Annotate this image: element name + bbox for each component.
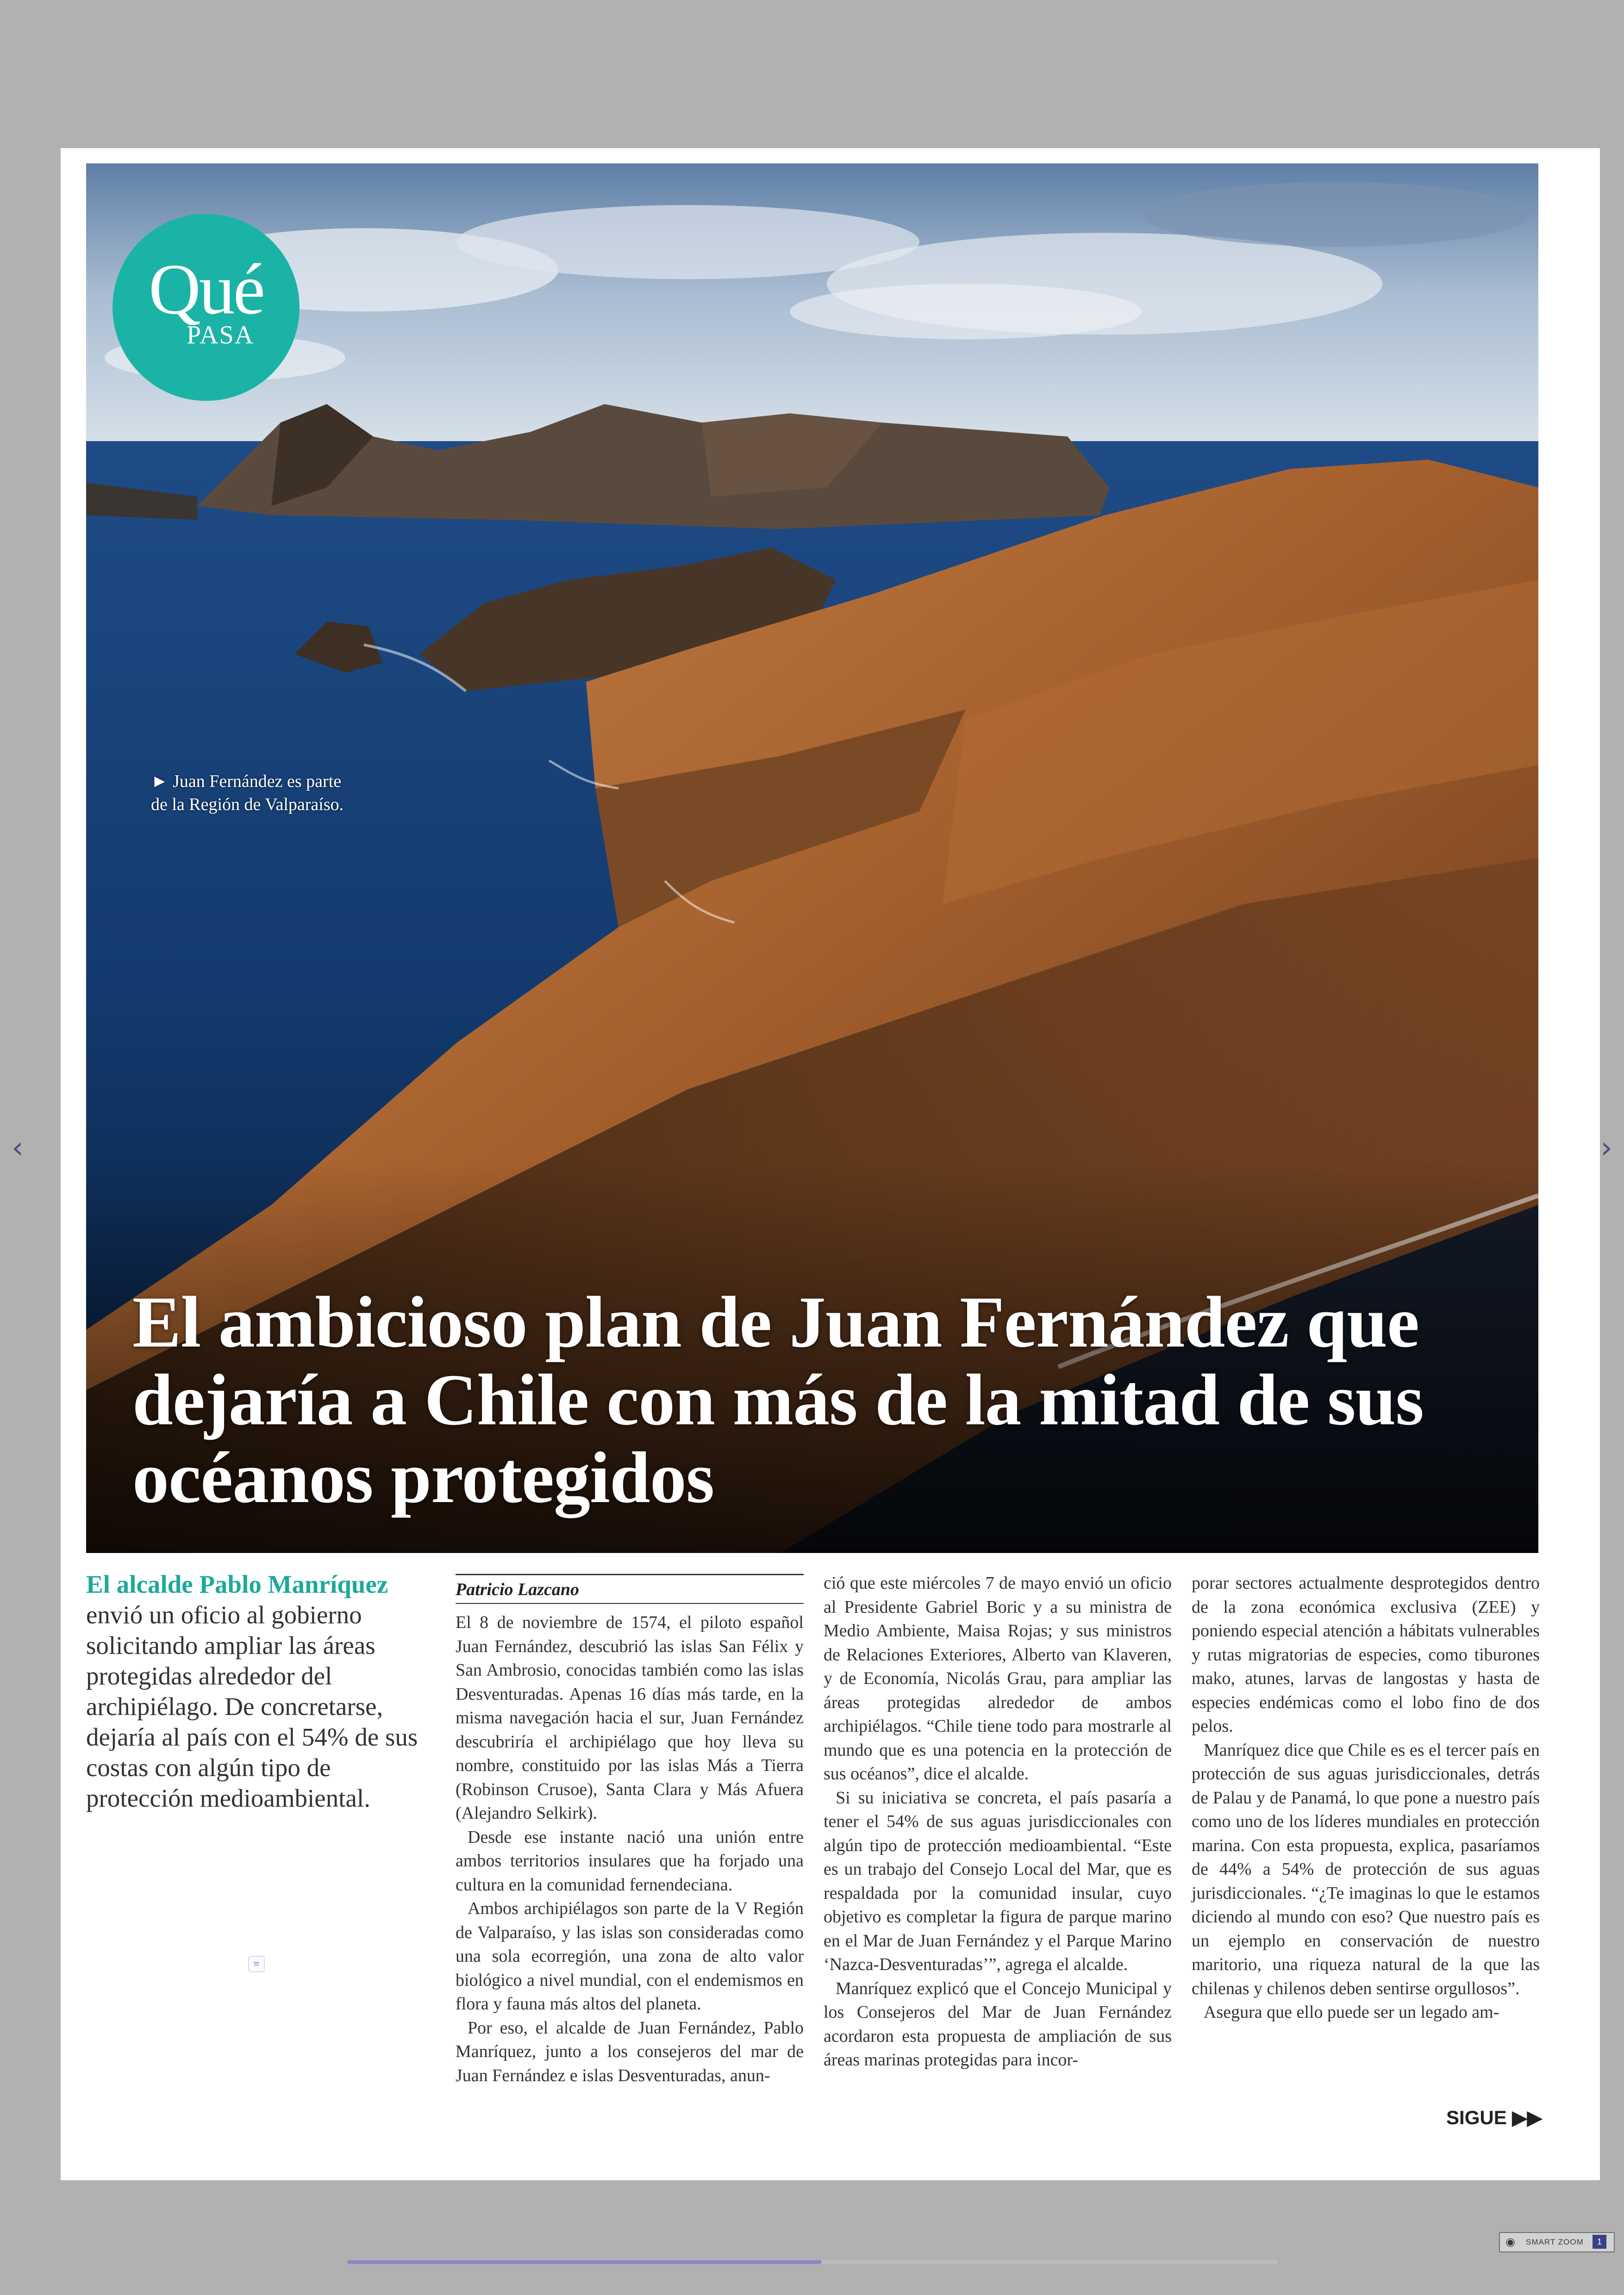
paragraph: Asegura que ello puede ser un legado am-	[1204, 2002, 1499, 2022]
paragraph: porar sectores actualmente desprotegidos dentro de la zona económica exclusiva (ZEE) y poniendo especial atención a hábitats vulnerables y rutas migratorias de especies, como tiburones mako, atunes, larvas de langostas y hasta de especies endémicas como el lobo fino de dos pelos.	[1192, 1573, 1540, 1736]
zoom-level-badge: 1	[1593, 2235, 1606, 2249]
body-column-3	[1192, 1572, 1540, 2025]
paragraph: Por eso, el alcalde de Juan Fernández, Pablo Manríquez, junto a los consejeros del mar de Juan Fernández e islas Desventuradas, anun-	[456, 2018, 804, 2085]
paragraph: Desde ese instante nació una unión entre ambos territorios insulares que ha forjado una cultura en la comunidad fernendeciana.	[456, 1827, 804, 1895]
body-column-2	[824, 1572, 1172, 2072]
article-lead	[86, 1569, 429, 1814]
note-icon[interactable]: ≡	[248, 1956, 265, 1972]
que-pasa-logo	[112, 214, 300, 401]
author-byline: Patricio Lazcano	[456, 1574, 804, 1604]
paragraph: ció que este miércoles 7 de mayo envió un oficio al Presidente Gabriel Boric y a su ministra de Medio Ambiente, Maisa Rojas; y sus ministros de Relaciones Exteriores, Alberto van Klaveren, y de Economía, Nicolás Grau, para ampliar las áreas protegidas alrededor de ambos archipiélagos. “Chile tiene todo para mostrarle al mundo que es una potencia en la protección de sus océanos”, dice el alcalde.	[824, 1573, 1172, 1784]
logo-que-text: Qué	[149, 249, 263, 329]
continue-link[interactable]: SIGUE ▶▶	[1446, 2107, 1542, 2128]
caption-line-2: de la Región de Valparaíso.	[151, 795, 344, 814]
article-headline: El ambicioso plan de Juan Fernández que dejaría a Chile con más de la mitad de sus océanos protegidos	[132, 1282, 1424, 1518]
page-progress-bar[interactable]	[347, 2260, 1278, 2264]
paragraph: Si su iniciativa se concreta, el país pasaría a tener el 54% de sus aguas jurisdiccionales con algún tipo de protección medioambiental. “Este es un trabajo del Consejo Local del Mar, que es respaldada por la comunidad insular, cuyo objetivo es completar la figura de parque marino en el Mar de Juan Fernández y el Parque Marino ‘Nazca-Desventuradas’”, agrega el alcalde.	[824, 1788, 1172, 1974]
lead-text: envió un oficio al gobierno solicitando ampliar las áreas protegidas alrededor del archipiélago. De concretarse, dejaría al país con el 54% de sus costas con algún tipo de protección medioambiental.	[86, 1601, 418, 1812]
photo-caption	[151, 770, 410, 816]
magazine-page	[61, 148, 1600, 2180]
smart-zoom-button[interactable]	[1499, 2232, 1615, 2252]
paragraph: Manríquez dice que Chile es es el tercer país en protección de sus aguas jurisdiccionales, detrás de Palau y de Panamá, lo que pone a nuestro país como uno de los líderes mundiales en protección marina. Con esta propuesta, explica, pasaríamos de 44% a 54% de protección de sus aguas jurisdiccionales. “¿Te imaginas lo que le estamos diciendo al mundo con eso? Que nuestro país es un ejemplo en conservación de nuestro maritorio, una riqueza natural de la que las chilenas y chilenos deben sentirse orgullosos”.	[1192, 1740, 1540, 1998]
eye-icon: ◉	[1505, 2235, 1515, 2248]
hero-photo	[86, 163, 1538, 1553]
paragraph: Manríquez explicó que el Concejo Municipal y los Consejeros del Mar de Juan Fernández acordaron esta propuesta de ampliación de sus áreas marinas protegidas para incor-	[824, 1978, 1172, 2070]
caption-line-1: ► Juan Fernández es parte	[151, 772, 342, 791]
lead-highlight: El alcalde Pablo Manríquez	[86, 1570, 388, 1598]
body-column-1	[456, 1611, 804, 2088]
paragraph: Ambos archipiélagos son parte de la V Región de Valparaíso, y las islas son consideradas como una sola ecorregión, una zona de alto valor biológico a nivel mundial, con el endemismos en flora y fauna más altos del planeta.	[456, 1899, 804, 2014]
next-page-chevron-icon[interactable]: ›	[1600, 1131, 1612, 1165]
page-progress-fill	[347, 2260, 822, 2264]
paragraph: El 8 de noviembre de 1574, el piloto español Juan Fernández, descubrió las islas San Félix y San Ambrosio, conocidas también como las islas Desventuradas. Apenas 16 días más tarde, en la misma navegación hacia el sur, Juan Fernández descubriría el archipiélago que hoy lleva su nombre, constituido por las islas Más a Tierra (Robinson Crusoe), Santa Clara y Más Afuera (Alejandro Selkirk).	[456, 1613, 804, 1823]
logo-pasa-text: PASA	[187, 321, 255, 349]
prev-page-chevron-icon[interactable]: ‹	[12, 1131, 24, 1165]
smart-zoom-label: SMART ZOOM	[1526, 2238, 1584, 2246]
